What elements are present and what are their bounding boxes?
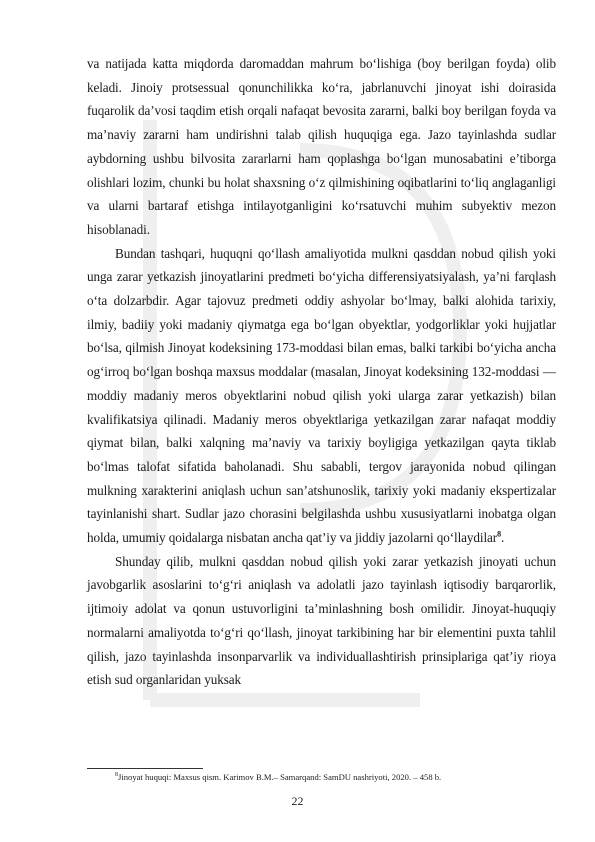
footnote-separator — [87, 768, 203, 769]
paragraph-3: Shunday qilib, mulkni qasddan nobud qilish yoki zarar yetkazish jinoyati uchun javobgarlik asoslarini to‘g‘ri aniqlash va adolatli jazo tayinlash iqtisodiy barqarorlik, ijtimoiy adolat va qonun ustuvorligini ta’minlashning bosh omilidir. Jinoyat-huquqiy normalarni amaliyotda to‘g‘ri qo‘llash, jinoyat tarkibining har bir elementini puxta tahlil qilish, jazo tayinlashda insonparvarlik va individuallashtirish prinsiplariga qat’iy rioya etish sud organlaridan yuksak — [87, 553, 556, 688]
footnote — [115, 772, 441, 782]
paragraph-2 — [87, 242, 556, 550]
paragraph-2-text: Bundan tashqari, huquqni qo‘llash amaliyotida mulkni qasddan nobud qilish yoki unga zarar yetkazish jinoyatlarini predmeti bo‘yicha differensiyatsiyalash, ya’ni farqlash o‘ta dolzarbdir. Agar tajovuz predmeti oddiy ashyolar bo‘lmay, balki alohida tarixiy, ilmiy, badiiy yoki madaniy qiymatga ega bo‘lgan obyektlar, yodgorliklar yoki hujjatlar bo‘lsa, qilmish Jinoyat kodeksining 173-moddasi bilan emas, balki tarkibi bo‘yicha ancha og‘irroq bo‘lgan boshqa maxsus moddalar (masalan, Jinoyat kodeksining 132-moddasi — moddiy madaniy meros obyektlarini nobud qilish yoki ularga zarar yetkazish) bilan kvalifikatsiya qilinadi. Madaniy meros obyektlariga yetkazilgan zarar nafaqat moddiy qiymat bilan, balki xalqning ma’naviy va tarixiy boyligiga yetkazilgan qayta tiklab bo‘lmas talofat sifatida baholanadi. Shu sababli, tergov jarayonida nobud qilingan mulkning xarakterini aniqlash uchun san’atshunoslik, tarixiy yoki madaniy ekspertizalar tayinlanishi shart. Sudlar jazo chorasini belgilashda ushbu xususiyatlarni inobatga olgan holda, umumiy qoidalarga nisbatan ancha qat’iy va jiddiy jazolarni qo‘llaydilar — [87, 245, 556, 546]
paragraph-2-end: . — [500, 530, 505, 546]
footnote-marker[interactable]: 8 — [497, 529, 501, 539]
footnote-number: 8 — [115, 772, 118, 779]
page-body — [87, 52, 556, 692]
paragraph-1: va natijada katta miqdorda daromaddan mahrum bo‘lishiga (boy berilgan foyda) olib keladi. Jinoiy protsessual qonunchilikka ko‘ra, jabrlanuvchi jinoyat ishi doirasida fuqarolik da’vosi taqdim etish orqali nafaqat bevosita zararni, balki boy berilgan foyda va ma’naviy zararni ham undirishni talab qilish huquqiga ega. Jazo tayinlashda sudlar aybdorning ushbu bilvosita zararlarni ham qoplashga bo‘lgan munosabatini e’tiborga olishlari lozim, chunki bu holat shaxsning o‘z qilmishining oqibatlarini to‘liq anglaganligi va ularni bartaraf etishga intilayotganligini ko‘rsatuvchi muhim subyektiv mezon hisoblanadi. — [87, 56, 556, 237]
footnote-text: Jinoyat huquqi: Maxsus qism. Karimov B.M.– Samarqand: SamDU nashriyoti, 2020. – 458 b. — [118, 772, 442, 782]
page-number: 22 — [291, 794, 304, 808]
